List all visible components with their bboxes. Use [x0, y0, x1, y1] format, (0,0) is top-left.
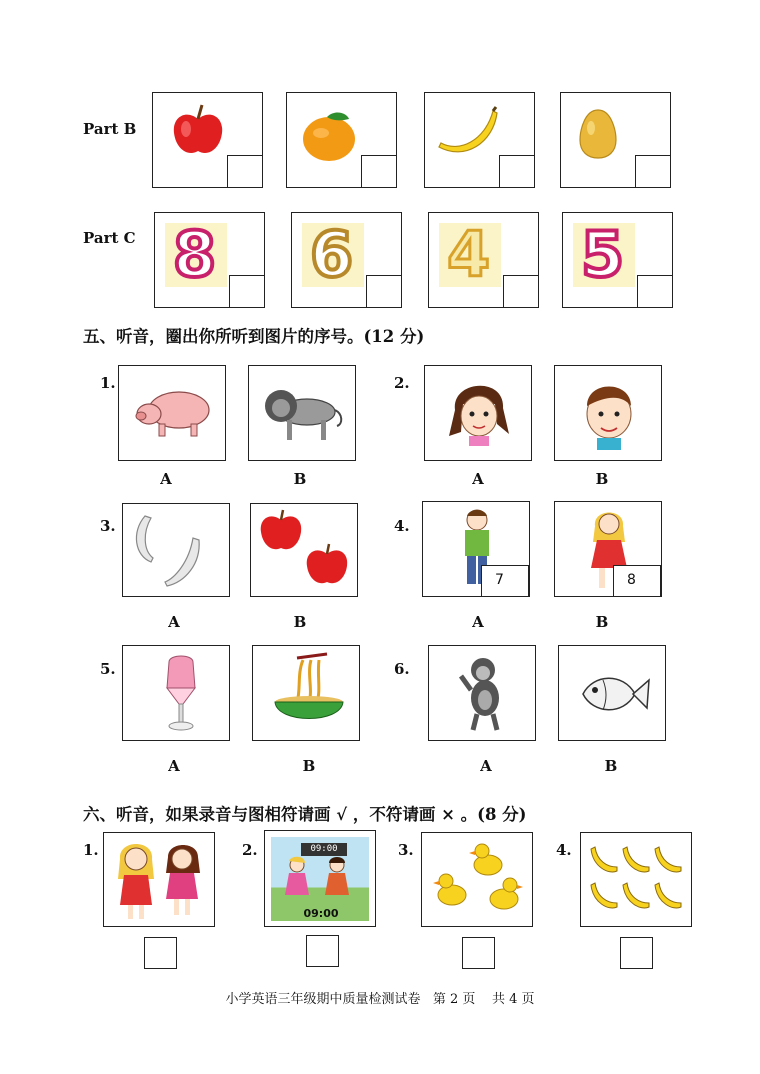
- s6-q2-picture: [264, 830, 376, 927]
- q5-option-a[interactable]: [122, 645, 230, 741]
- answer-box[interactable]: [613, 565, 661, 597]
- part-b-box-egg: [560, 92, 671, 188]
- answer-box[interactable]: [229, 275, 265, 308]
- apple-icon: [168, 101, 228, 161]
- q2-option-a[interactable]: [424, 365, 532, 461]
- question-number: 1.: [100, 374, 116, 392]
- clock-text: 09:00: [303, 907, 339, 920]
- option-label-b: B: [293, 470, 307, 488]
- digit-4: 4: [447, 218, 491, 291]
- noodles-icon: [267, 654, 347, 734]
- part-c-box-4: [428, 212, 539, 308]
- ducks-icon: [430, 839, 526, 921]
- answer-box[interactable]: [635, 155, 671, 188]
- boy-face-icon: [579, 376, 639, 452]
- part-c-box-8: [154, 212, 265, 308]
- section5-heading: 五、听音，圈出你所听到图片的序号。(12 分): [83, 327, 425, 346]
- part-b-box-orange: [286, 92, 397, 188]
- option-label-a: A: [160, 470, 172, 488]
- option-label-b: B: [293, 613, 307, 631]
- digit-8: 8: [173, 218, 217, 291]
- s6-q3-picture: [421, 832, 533, 927]
- six-bananas-icon: [587, 841, 687, 921]
- q3-option-a[interactable]: [122, 503, 230, 597]
- option-label-a: A: [480, 757, 492, 775]
- scoreboard: 09:00: [301, 843, 347, 856]
- option-label-b: B: [604, 757, 618, 775]
- answer-box[interactable]: [503, 275, 539, 308]
- banana-icon: [435, 107, 499, 157]
- question-number: 5.: [100, 660, 116, 678]
- section6-heading: 六、听音，如果录音与图相符请画 √ ，不符请画 × 。(8 分): [83, 805, 527, 824]
- question-number: 3.: [100, 517, 116, 535]
- orange-icon: [301, 107, 361, 167]
- question-number: 2.: [242, 841, 258, 859]
- answer-box[interactable]: [481, 565, 529, 597]
- q6-option-a[interactable]: [428, 645, 536, 741]
- question-number: 2.: [394, 374, 410, 392]
- q4-option-a[interactable]: [422, 501, 530, 597]
- apples-icon: [259, 508, 351, 590]
- question-number: 3.: [398, 841, 414, 859]
- option-label-b: B: [302, 757, 316, 775]
- children-icon: [279, 857, 359, 903]
- answer-box[interactable]: [637, 275, 673, 308]
- q4-number-7: 7: [495, 572, 504, 588]
- egg-icon: [578, 108, 618, 160]
- question-number: 4.: [556, 841, 572, 859]
- part-b-box-banana: [424, 92, 535, 188]
- digit-5: 5: [581, 218, 625, 291]
- q4-number-8: 8: [627, 572, 636, 588]
- question-number: 6.: [394, 660, 410, 678]
- answer-box[interactable]: [366, 275, 402, 308]
- q5-option-b[interactable]: [252, 645, 360, 741]
- answer-box[interactable]: [361, 155, 397, 188]
- monkey-icon: [455, 654, 515, 734]
- option-label-a: A: [168, 613, 180, 631]
- part-b-label: Part B: [83, 120, 137, 138]
- ice-cream-icon: [161, 654, 201, 734]
- fish-icon: [579, 670, 651, 720]
- option-label-a: A: [472, 613, 484, 631]
- s6-answer-box-1[interactable]: [144, 937, 177, 969]
- page-footer: 小学英语三年级期中质量检测试卷 第 2 页 共 4 页: [225, 992, 535, 1007]
- option-label-b: B: [595, 613, 609, 631]
- q3-option-b[interactable]: [250, 503, 358, 597]
- question-number: 4.: [394, 517, 410, 535]
- q1-option-a[interactable]: [118, 365, 226, 461]
- answer-box[interactable]: [499, 155, 535, 188]
- part-c-box-6: [291, 212, 402, 308]
- s6-answer-box-4[interactable]: [620, 937, 653, 969]
- question-number: 1.: [83, 841, 99, 859]
- digit-6: 6: [310, 218, 354, 291]
- q6-option-b[interactable]: [558, 645, 666, 741]
- girl-face-icon: [445, 374, 515, 454]
- pig-icon: [133, 384, 213, 440]
- answer-box[interactable]: [227, 155, 263, 188]
- q1-option-b[interactable]: [248, 365, 356, 461]
- q2-option-b[interactable]: [554, 365, 662, 461]
- two-girls-icon: [112, 839, 208, 921]
- s6-answer-box-3[interactable]: [462, 937, 495, 969]
- part-c-box-5: [562, 212, 673, 308]
- part-c-label: Part C: [83, 229, 136, 247]
- bananas-icon: [131, 512, 221, 586]
- s6-q1-picture: [103, 832, 215, 927]
- s6-answer-box-2[interactable]: [306, 935, 339, 967]
- part-b-box-apple: [152, 92, 263, 188]
- option-label-a: A: [168, 757, 180, 775]
- q4-option-b[interactable]: [554, 501, 662, 597]
- option-label-a: A: [472, 470, 484, 488]
- s6-q4-picture: [580, 832, 692, 927]
- option-label-b: B: [595, 470, 609, 488]
- lion-icon: [259, 384, 345, 444]
